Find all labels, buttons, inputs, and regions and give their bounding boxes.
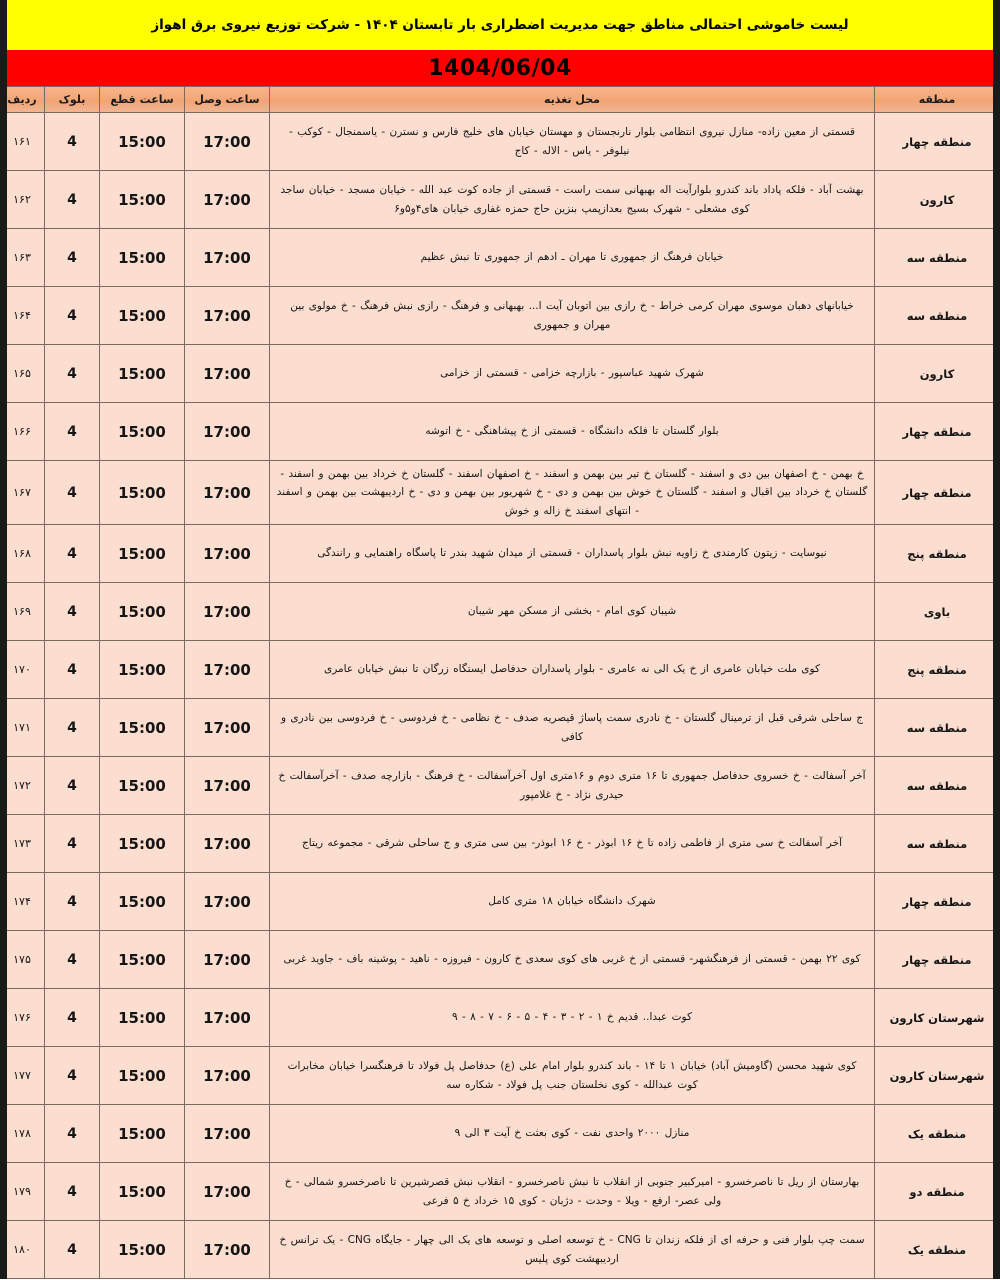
table-row — [0, 403, 1000, 461]
cell-region: منطقه یک — [875, 1105, 1000, 1163]
cell-row-number: ۱۷۵ — [0, 931, 45, 989]
cell-block: 4 — [45, 1221, 100, 1279]
table-row — [0, 815, 1000, 873]
cell-block: 4 — [45, 583, 100, 641]
cell-row-number: ۱۷۷ — [0, 1047, 45, 1105]
cell-reconnect-time: 17:00 — [185, 699, 270, 757]
cell-cutoff-time: 15:00 — [100, 641, 185, 699]
cell-row-number: ۱۷۶ — [0, 989, 45, 1047]
cell-row-number: ۱۷۳ — [0, 815, 45, 873]
cell-feeding-location: خیابان فرهنگ از جمهوری تا مهران ـ ادهم از جمهوری تا نبش عظیم — [270, 229, 875, 287]
cell-region: منطقه پنج — [875, 641, 1000, 699]
cell-block: 4 — [45, 641, 100, 699]
column-header-region: منطقه — [875, 87, 1000, 113]
cell-cutoff-time: 15:00 — [100, 1105, 185, 1163]
table-row — [0, 989, 1000, 1047]
table-row — [0, 583, 1000, 641]
table-header — [0, 87, 1000, 113]
cell-reconnect-time: 17:00 — [185, 113, 270, 171]
cell-block: 4 — [45, 403, 100, 461]
page-title: لیست خاموشی احتمالی مناطق جهت مدیریت اضطراری بار تابستان ۱۴۰۴ - شرکت توزیع نیروی برق اهواز — [151, 16, 849, 33]
cell-region: منطقه چهار — [875, 873, 1000, 931]
table-row — [0, 873, 1000, 931]
cell-row-number: ۱۷۸ — [0, 1105, 45, 1163]
cell-block: 4 — [45, 873, 100, 931]
table-row — [0, 1163, 1000, 1221]
schedule-title-banner — [0, 0, 1000, 50]
cell-reconnect-time: 17:00 — [185, 1163, 270, 1221]
cell-feeding-location: کوی ۲۲ بهمن - قسمتی از فرهنگشهر- قسمتی از خ غربی های کوی سعدی خ کارون - فیروزه - ناهید - پوشینه باف - جاوید غربی — [270, 931, 875, 989]
cell-reconnect-time: 17:00 — [185, 229, 270, 287]
schedule-date: 1404/06/04 — [428, 55, 572, 81]
cell-row-number: ۱۶۵ — [0, 345, 45, 403]
cell-reconnect-time: 17:00 — [185, 931, 270, 989]
table-row — [0, 757, 1000, 815]
cell-block: 4 — [45, 113, 100, 171]
cell-block: 4 — [45, 171, 100, 229]
cell-cutoff-time: 15:00 — [100, 525, 185, 583]
cell-feeding-location: آخر آسفالت - خ خسروی حدفاصل جمهوری تا ۱۶ متری دوم و ۱۶متری اول آخرآسفالت - خ فرهنگ - بازارچه صدف - آخرآسفالت خ حیدری نژاد - خ غلامپور — [270, 757, 875, 815]
cell-region: منطقه چهار — [875, 461, 1000, 525]
cell-feeding-location: شهرک دانشگاه خیابان ۱۸ متری کامل — [270, 873, 875, 931]
cell-feeding-location: منازل ۲۰۰۰ واحدی نفت - کوی بعثت خ آیت ۳ الی ۹ — [270, 1105, 875, 1163]
table-row — [0, 345, 1000, 403]
cell-row-number: ۱۶۸ — [0, 525, 45, 583]
cell-feeding-location: خ بهمن - خ اصفهان بین دی و اسفند - گلستان خ تیر بین بهمن و اسفند - خ اصفهان اسفند - گلستان خ خرداد بین بهمن و اسفند - گلستان خ خرداد بین اقبال و اسفند - گلستان خ خوش بین بهمن و دی - خ شهریور بین بهمن و دی - خ اردیبهشت بین بهمن و اسفند - انتهای اسفند خ زاله و خوش — [270, 461, 875, 525]
cell-region: باوی — [875, 583, 1000, 641]
cell-row-number: ۱۶۴ — [0, 287, 45, 345]
cell-region: شهرستان کارون — [875, 989, 1000, 1047]
table-row — [0, 229, 1000, 287]
cell-cutoff-time: 15:00 — [100, 1221, 185, 1279]
cell-reconnect-time: 17:00 — [185, 345, 270, 403]
cell-region: منطقه سه — [875, 699, 1000, 757]
cell-cutoff-time: 15:00 — [100, 757, 185, 815]
column-header-cutoff-time: ساعت قطع — [100, 87, 185, 113]
table-row — [0, 1047, 1000, 1105]
cell-feeding-location: کوی شهید محسن (گاومیش آباد) خیابان ۱ تا ۱۴ - باند کندرو بلوار امام علی (ع) حدفاصل پل فولاد تا فرهنگسرا خیابان مخابرات کوت عبدالله - کوی نخلستان جنب پل فولاد - شکاره سه — [270, 1047, 875, 1105]
column-header-block: بلوک — [45, 87, 100, 113]
cell-cutoff-time: 15:00 — [100, 989, 185, 1047]
cell-reconnect-time: 17:00 — [185, 1221, 270, 1279]
cell-reconnect-time: 17:00 — [185, 171, 270, 229]
cell-feeding-location: بهارستان از ریل تا ناصرخسرو - امیرکبیر جنوبی از انقلاب تا نبش ناصرخسرو - انقلاب نبش قصرشیرین تا ناصرخسرو شمالی - خ ولی عصر- ارفع - ویلا - وحدت - دژبان - کوی ۱۵ خرداد خ ۵ فرعی — [270, 1163, 875, 1221]
cell-region: منطقه چهار — [875, 113, 1000, 171]
cell-cutoff-time: 15:00 — [100, 113, 185, 171]
cell-cutoff-time: 15:00 — [100, 171, 185, 229]
cell-row-number: ۱۶۹ — [0, 583, 45, 641]
cell-cutoff-time: 15:00 — [100, 1047, 185, 1105]
cell-region: منطقه سه — [875, 287, 1000, 345]
cell-feeding-location: نیوسایت - زیتون کارمندی خ زاویه نبش بلوار پاسداران - قسمتی از میدان شهید بندر تا پاسگاه راهنمایی و رانندگی — [270, 525, 875, 583]
cell-cutoff-time: 15:00 — [100, 931, 185, 989]
cell-block: 4 — [45, 525, 100, 583]
cell-reconnect-time: 17:00 — [185, 461, 270, 525]
cell-row-number: ۱۶۷ — [0, 461, 45, 525]
table-row — [0, 931, 1000, 989]
table-row — [0, 641, 1000, 699]
cell-reconnect-time: 17:00 — [185, 403, 270, 461]
cell-cutoff-time: 15:00 — [100, 345, 185, 403]
cell-reconnect-time: 17:00 — [185, 815, 270, 873]
cell-cutoff-time: 15:00 — [100, 699, 185, 757]
cell-feeding-location: ج ساحلی شرقی قبل از ترمینال گلستان - خ نادری سمت پاساژ قیصریه صدف - خ نظامی - خ فردوسی - خ فردوسی بین نادری و کافی — [270, 699, 875, 757]
table-row — [0, 287, 1000, 345]
cell-reconnect-time: 17:00 — [185, 583, 270, 641]
cell-region: منطقه سه — [875, 815, 1000, 873]
table-row — [0, 1105, 1000, 1163]
table-row — [0, 1221, 1000, 1279]
cell-region: منطقه چهار — [875, 403, 1000, 461]
cell-row-number: ۱۶۶ — [0, 403, 45, 461]
cell-region: کارون — [875, 171, 1000, 229]
schedule-date-banner — [0, 50, 1000, 86]
cell-feeding-location: شهرک شهید عباسپور - بازارچه خزامی - قسمتی از خزامی — [270, 345, 875, 403]
outage-table — [0, 86, 1000, 1279]
cell-feeding-location: شیبان کوی امام - بخشی از مسکن مهر شیبان — [270, 583, 875, 641]
column-header-row-number: ردیف — [0, 87, 45, 113]
cell-region: شهرستان کارون — [875, 1047, 1000, 1105]
cell-feeding-location: بهشت آباد - فلکه پاداد باند کندرو بلوارآیت اله بهبهانی سمت راست - قسمتی از جاده کوت عبد الله - خیابان مسجد - خیابان ساجد کوی مشعلی - شهرک بسیج بعدازپمپ بنزین حاج حمزه غفاری خیابان های۴و۵و۶ — [270, 171, 875, 229]
table-header-row — [0, 87, 1000, 113]
cell-row-number: ۱۷۱ — [0, 699, 45, 757]
cell-feeding-location: سمت چپ بلوار فنی و حرفه ای از فلکه زندان تا CNG - خ توسعه اصلی و توسعه های یک الی چهار - جایگاه CNG - یک ترانس خ اردیبهشت کوی پلیس — [270, 1221, 875, 1279]
cell-row-number: ۱۸۰ — [0, 1221, 45, 1279]
cell-block: 4 — [45, 989, 100, 1047]
cell-block: 4 — [45, 461, 100, 525]
table-row — [0, 171, 1000, 229]
cell-reconnect-time: 17:00 — [185, 757, 270, 815]
table-row — [0, 113, 1000, 171]
cell-row-number: ۱۷۴ — [0, 873, 45, 931]
cell-cutoff-time: 15:00 — [100, 461, 185, 525]
cell-cutoff-time: 15:00 — [100, 403, 185, 461]
cell-row-number: ۱۶۲ — [0, 171, 45, 229]
cell-reconnect-time: 17:00 — [185, 873, 270, 931]
page-edge-right — [993, 0, 1000, 1279]
cell-block: 4 — [45, 345, 100, 403]
cell-region: منطقه چهار — [875, 931, 1000, 989]
cell-region: کارون — [875, 345, 1000, 403]
table-row — [0, 461, 1000, 525]
cell-cutoff-time: 15:00 — [100, 229, 185, 287]
table-row — [0, 699, 1000, 757]
cell-feeding-location: کوی ملت خیابان عامری از خ یک الی نه عامری - بلوار پاسداران حدفاصل ایستگاه زرگان تا نبش خیابان عامری — [270, 641, 875, 699]
cell-feeding-location: بلوار گلستان تا فلکه دانشگاه - قسمتی از خ پیشاهنگی - خ اتوشه — [270, 403, 875, 461]
cell-row-number: ۱۷۰ — [0, 641, 45, 699]
table-body — [0, 113, 1000, 1279]
cell-block: 4 — [45, 815, 100, 873]
cell-block: 4 — [45, 1047, 100, 1105]
cell-region: منطقه پنج — [875, 525, 1000, 583]
cell-block: 4 — [45, 931, 100, 989]
cell-region: منطقه سه — [875, 229, 1000, 287]
cell-row-number: ۱۷۲ — [0, 757, 45, 815]
cell-reconnect-time: 17:00 — [185, 1047, 270, 1105]
cell-cutoff-time: 15:00 — [100, 287, 185, 345]
cell-region: منطقه دو — [875, 1163, 1000, 1221]
cell-block: 4 — [45, 1163, 100, 1221]
cell-row-number: ۱۶۳ — [0, 229, 45, 287]
cell-region: منطقه سه — [875, 757, 1000, 815]
cell-reconnect-time: 17:00 — [185, 989, 270, 1047]
cell-feeding-location: خیابانهای دهبان موسوی مهران کرمی خراط - خ رازی بین اتوبان آیت ا... بهبهانی و فرهنگ - رازی نبش فرهنگ - خ مولوی بین مهران و جمهوری — [270, 287, 875, 345]
cell-block: 4 — [45, 757, 100, 815]
column-header-feeding-location: محل تغذیه — [270, 87, 875, 113]
cell-region: منطقه یک — [875, 1221, 1000, 1279]
cell-block: 4 — [45, 229, 100, 287]
table-row — [0, 525, 1000, 583]
cell-reconnect-time: 17:00 — [185, 287, 270, 345]
cell-feeding-location: قسمتی از معین زاده- منازل نیروی انتظامی بلوار نارنجستان و مهستان خیابان های خلیج فارس و نسترن - یاسمنجال - کوکب - نیلوفر - یاس - الاله - کاج — [270, 113, 875, 171]
cell-feeding-location: آخر آسفالت خ سی متری از فاطمی زاده تا خ ۱۶ ابوذر - خ ۱۶ ابوذر- بین سی متری و ج ساحلی شرقی - مجموعه ریتاج — [270, 815, 875, 873]
cell-cutoff-time: 15:00 — [100, 583, 185, 641]
cell-block: 4 — [45, 1105, 100, 1163]
cell-reconnect-time: 17:00 — [185, 1105, 270, 1163]
cell-cutoff-time: 15:00 — [100, 873, 185, 931]
cell-feeding-location: کوت عبدا.. قدیم خ ۱ - ۲ - ۳ - ۴ - ۵ - ۶ - ۷ - ۸ - ۹ — [270, 989, 875, 1047]
cell-row-number: ۱۶۱ — [0, 113, 45, 171]
cell-block: 4 — [45, 699, 100, 757]
page-edge-left — [0, 0, 7, 1279]
cell-row-number: ۱۷۹ — [0, 1163, 45, 1221]
cell-reconnect-time: 17:00 — [185, 641, 270, 699]
cell-reconnect-time: 17:00 — [185, 525, 270, 583]
column-header-reconnect-time: ساعت وصل — [185, 87, 270, 113]
cell-block: 4 — [45, 287, 100, 345]
cell-cutoff-time: 15:00 — [100, 815, 185, 873]
cell-cutoff-time: 15:00 — [100, 1163, 185, 1221]
